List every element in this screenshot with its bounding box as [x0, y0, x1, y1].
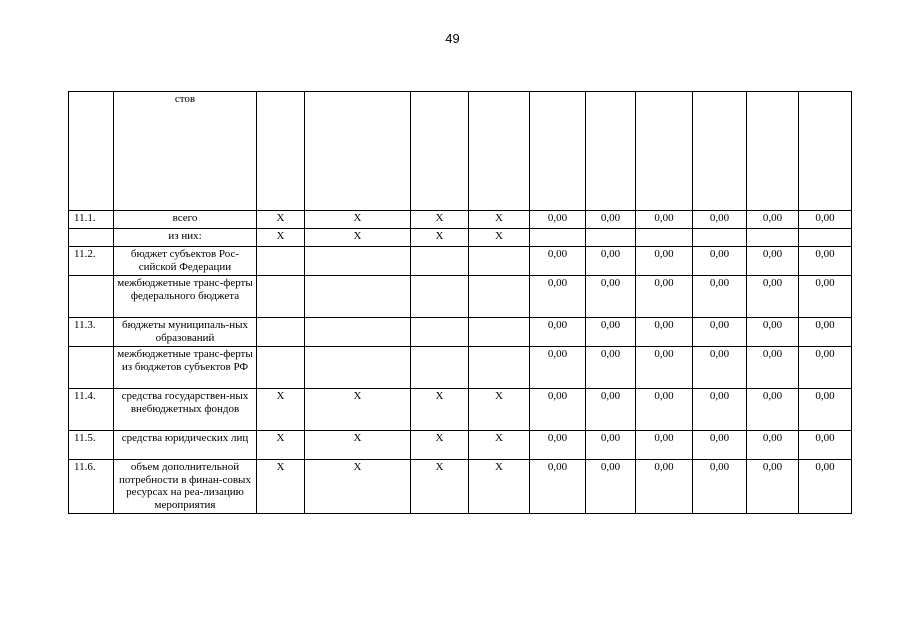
x-mark-cell: X — [469, 389, 530, 431]
value-cell — [747, 229, 799, 247]
x-mark-cell: X — [257, 431, 305, 460]
value-cell: 0,00 — [636, 460, 693, 514]
row-label-cell: из них: — [114, 229, 257, 247]
x-mark-cell: X — [257, 229, 305, 247]
x-mark-cell: X — [411, 460, 469, 514]
value-cell: 0,00 — [586, 460, 636, 514]
row-number-cell: 11.2. — [69, 247, 114, 276]
value-cell: 0,00 — [636, 431, 693, 460]
header-cell — [69, 92, 114, 211]
header-cell — [586, 92, 636, 211]
value-cell: 0,00 — [636, 247, 693, 276]
value-cell — [530, 229, 586, 247]
value-cell: 0,00 — [636, 276, 693, 318]
value-cell: 0,00 — [693, 431, 747, 460]
table-row — [69, 229, 852, 247]
table-row — [69, 318, 852, 347]
x-mark-cell — [411, 347, 469, 389]
value-cell: 0,00 — [530, 247, 586, 276]
value-cell: 0,00 — [799, 247, 852, 276]
x-mark-cell — [411, 318, 469, 347]
table-row — [69, 211, 852, 229]
row-label-cell: объем дополнительной потребности в финан-совых ресурсах на реа-лизацию мероприятия — [114, 460, 257, 514]
value-cell: 0,00 — [530, 347, 586, 389]
header-cell — [530, 92, 586, 211]
row-label-cell: бюджет субъектов Рос-сийской Федерации — [114, 247, 257, 276]
value-cell — [636, 229, 693, 247]
x-mark-cell: X — [411, 389, 469, 431]
value-cell: 0,00 — [586, 431, 636, 460]
x-mark-cell: X — [305, 389, 411, 431]
header-cell — [693, 92, 747, 211]
x-mark-cell — [305, 247, 411, 276]
x-mark-cell — [257, 247, 305, 276]
value-cell: 0,00 — [530, 389, 586, 431]
value-cell: 0,00 — [636, 347, 693, 389]
header-cell — [411, 92, 469, 211]
value-cell: 0,00 — [530, 211, 586, 229]
x-mark-cell: X — [411, 211, 469, 229]
x-mark-cell — [469, 276, 530, 318]
value-cell: 0,00 — [693, 247, 747, 276]
table-row — [69, 460, 852, 514]
table-row — [69, 247, 852, 276]
x-mark-cell — [305, 347, 411, 389]
row-label-cell: межбюджетные транс-ферты федерального бюджета — [114, 276, 257, 318]
header-cell — [305, 92, 411, 211]
value-cell: 0,00 — [693, 460, 747, 514]
x-mark-cell: X — [305, 460, 411, 514]
row-number-cell: 11.4. — [69, 389, 114, 431]
value-cell: 0,00 — [799, 347, 852, 389]
value-cell — [799, 229, 852, 247]
value-cell: 0,00 — [530, 460, 586, 514]
x-mark-cell: X — [257, 460, 305, 514]
value-cell: 0,00 — [586, 318, 636, 347]
x-mark-cell — [411, 276, 469, 318]
value-cell: 0,00 — [636, 389, 693, 431]
x-mark-cell: X — [469, 460, 530, 514]
x-mark-cell — [257, 347, 305, 389]
x-mark-cell: X — [411, 229, 469, 247]
x-mark-cell — [257, 318, 305, 347]
value-cell — [693, 229, 747, 247]
page-number: 49 — [445, 31, 460, 46]
table-header-row — [69, 92, 852, 211]
x-mark-cell — [469, 318, 530, 347]
x-mark-cell: X — [411, 431, 469, 460]
header-cell — [799, 92, 852, 211]
row-number-cell — [69, 276, 114, 318]
table-row — [69, 431, 852, 460]
value-cell: 0,00 — [747, 347, 799, 389]
value-cell: 0,00 — [747, 431, 799, 460]
header-cell — [469, 92, 530, 211]
value-cell: 0,00 — [586, 211, 636, 229]
value-cell: 0,00 — [636, 211, 693, 229]
row-number-cell: 11.6. — [69, 460, 114, 514]
header-cell — [257, 92, 305, 211]
x-mark-cell — [257, 276, 305, 318]
value-cell: 0,00 — [799, 460, 852, 514]
x-mark-cell — [305, 318, 411, 347]
value-cell: 0,00 — [799, 389, 852, 431]
x-mark-cell: X — [305, 229, 411, 247]
x-mark-cell — [469, 247, 530, 276]
budget-table — [68, 91, 852, 514]
header-cell — [636, 92, 693, 211]
row-label-cell: межбюджетные транс-ферты из бюджетов субъектов РФ — [114, 347, 257, 389]
value-cell: 0,00 — [586, 247, 636, 276]
x-mark-cell: X — [469, 211, 530, 229]
value-cell: 0,00 — [693, 211, 747, 229]
row-number-cell: 11.3. — [69, 318, 114, 347]
row-number-cell — [69, 229, 114, 247]
x-mark-cell — [469, 347, 530, 389]
x-mark-cell — [411, 247, 469, 276]
value-cell: 0,00 — [693, 347, 747, 389]
value-cell: 0,00 — [693, 318, 747, 347]
row-label-cell: всего — [114, 211, 257, 229]
x-mark-cell: X — [257, 389, 305, 431]
value-cell: 0,00 — [636, 318, 693, 347]
row-label-cell: бюджеты муниципаль-ных образований — [114, 318, 257, 347]
table-row — [69, 389, 852, 431]
value-cell: 0,00 — [747, 276, 799, 318]
row-label-cell: средства юридических лиц — [114, 431, 257, 460]
x-mark-cell: X — [469, 229, 530, 247]
value-cell: 0,00 — [586, 347, 636, 389]
value-cell: 0,00 — [799, 431, 852, 460]
value-cell — [586, 229, 636, 247]
header-label-cell: стов — [114, 92, 257, 211]
value-cell: 0,00 — [747, 460, 799, 514]
table-row — [69, 276, 852, 318]
header-cell — [747, 92, 799, 211]
x-mark-cell: X — [257, 211, 305, 229]
row-label-cell: средства государствен-ных внебюджетных фондов — [114, 389, 257, 431]
value-cell: 0,00 — [586, 276, 636, 318]
row-number-cell: 11.5. — [69, 431, 114, 460]
value-cell: 0,00 — [799, 318, 852, 347]
value-cell: 0,00 — [747, 211, 799, 229]
value-cell: 0,00 — [747, 247, 799, 276]
value-cell: 0,00 — [530, 431, 586, 460]
table-row — [69, 347, 852, 389]
value-cell: 0,00 — [799, 211, 852, 229]
value-cell: 0,00 — [693, 276, 747, 318]
row-number-cell: 11.1. — [69, 211, 114, 229]
value-cell: 0,00 — [747, 389, 799, 431]
x-mark-cell: X — [469, 431, 530, 460]
value-cell: 0,00 — [747, 318, 799, 347]
x-mark-cell: X — [305, 211, 411, 229]
row-number-cell — [69, 347, 114, 389]
value-cell: 0,00 — [693, 389, 747, 431]
x-mark-cell — [305, 276, 411, 318]
value-cell: 0,00 — [799, 276, 852, 318]
value-cell: 0,00 — [530, 276, 586, 318]
value-cell: 0,00 — [586, 389, 636, 431]
x-mark-cell: X — [305, 431, 411, 460]
value-cell: 0,00 — [530, 318, 586, 347]
